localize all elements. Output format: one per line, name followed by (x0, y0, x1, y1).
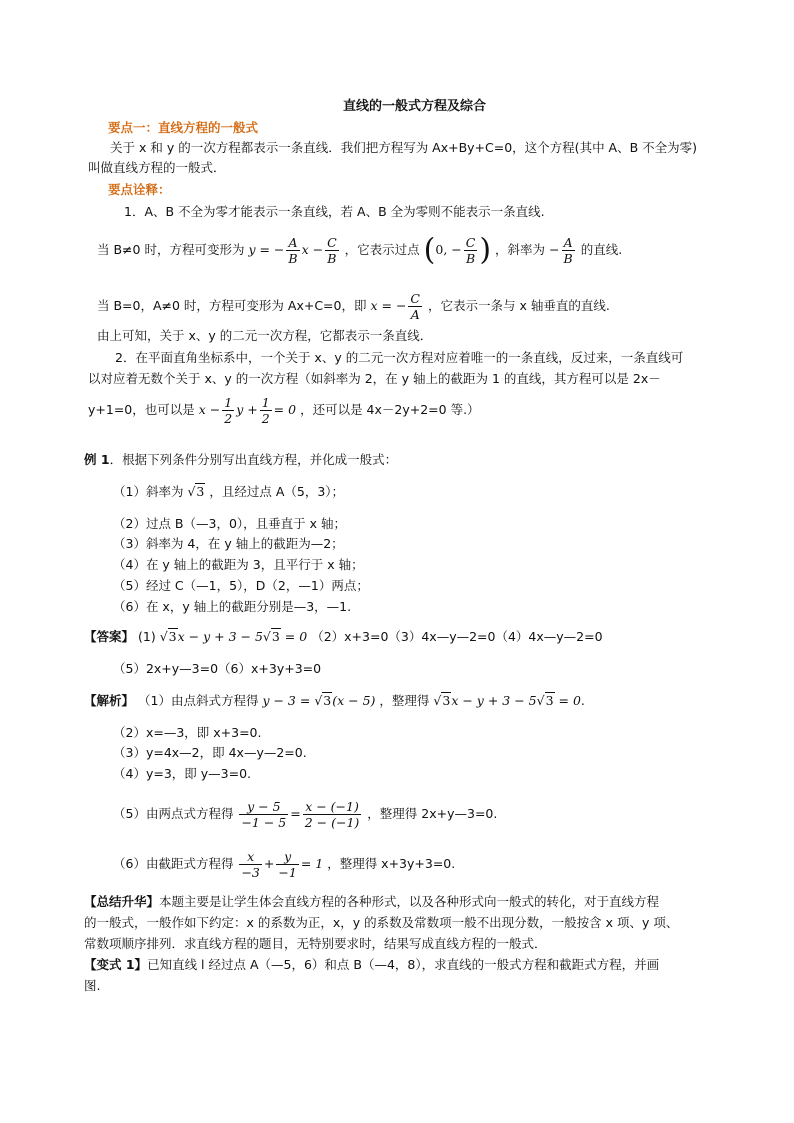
key-point-1-heading: 要点一：直线方程的一般式 (108, 120, 259, 135)
example-1-text: ．根据下列条件分别写出直线方程，并化成一般式： (109, 452, 398, 467)
answer-label: 【答案】 (84, 629, 135, 644)
example-item-1: （1）斜率为 √3 ，且经过点 A（5，3）； (113, 484, 345, 499)
analysis-line-3: （3）y=4x—2，即 4x—y—2=0. (113, 745, 307, 760)
analysis-6-text-b: ，整理得 x+3y+3=0. (327, 856, 456, 871)
note-2-text-b: ，还可以是 4x－2y+2=0 等.） (300, 402, 480, 417)
general-form-para-line2: 叫做直线方程的一般式． (88, 160, 226, 175)
summary-label: 【总结升华】 (84, 894, 160, 909)
slope-intercept-formula: y = − $\frac{A}{B}$ x − $\frac{C}{B}$ (248, 235, 337, 266)
b-nonzero-text-c: ，斜率为 (495, 242, 546, 257)
b-nonzero-text-a: 当 B≠0 时，方程可变形为 (97, 242, 245, 257)
general-form-para-line1: 关于 x 和 y 的一次方程都表示一条直线．我们把方程写为 Ax+By+C=0，这个方程(其中 A、B 不全为零) (110, 140, 698, 155)
analysis-line-6: （6）由截距式方程得 $\frac{x}{-3}$ + $\frac{y}{-1}$ = 1 ，整理得 x+3y+3=0. (113, 849, 456, 880)
example-item-6: （6）在 x，y 轴上的截距分别是—3，—1. (113, 599, 352, 614)
analysis-text-a: （1）由点斜式方程得 (138, 693, 259, 708)
example-item-2: （2）过点 B（—3，0），且垂直于 x 轴； (113, 516, 347, 531)
summary-line-3: 常数项顺序排列．求直线方程的题目，无特别要求时，结果写成直线方程的一般式． (84, 936, 547, 951)
b-zero-line: 当 B=0，A≠0 时，方程可变形为 Ax+C=0，即 x = − $\frac{C}{A}$ ，它表示一条与 x 轴垂直的直线. (97, 291, 610, 322)
variant-label: 【变式 1】 (84, 957, 148, 972)
b-nonzero-text-b: ，它表示过点 (344, 242, 420, 257)
answer-part-2: （2）x+3=0（3）4x—y—2=0（4）4x—y—2=0 (311, 629, 603, 644)
summary-line-2: 的一般式，一般作如下约定：x 的系数为正，x，y 的系数及常数项一般不出现分数，一般按含 x 项、y 项、 (84, 915, 679, 930)
variant-line-1 (84, 956, 659, 974)
b-nonzero-text-d: 的直线. (580, 242, 623, 257)
answer-line-1: 【答案】 (1) √3x − y + 3 − 5√3 = 0 （2）x+3=0（3）4x—y—2=0（4）4x—y—2=0 (84, 629, 603, 644)
example-item-5: （5）经过 C（—1，5），D（2，—1）两点； (113, 578, 369, 593)
example-item-4: （4）在 y 轴上的截距为 3，且平行于 x 轴； (113, 557, 364, 572)
analysis-5-text-b: ，整理得 2x+y—3=0. (367, 806, 498, 821)
analysis-line-2: （2）x=—3，即 x+3=0. (113, 725, 262, 740)
variant-line-2: 图. (84, 978, 101, 993)
note-2-text-a: y+1=0，也可以是 (88, 402, 195, 417)
analysis-text-b: ，整理得 (379, 693, 430, 708)
item-1-text-a: （1）斜率为 (113, 484, 184, 499)
summary-text-1: 本题主要是让学生体会直线方程的各种形式，以及各种形式向一般式的转化，对于直线方程 (159, 894, 660, 909)
analysis-line-5: （5）由两点式方程得 $\frac{y - 5}{-1 - 5}$ = $\frac{x - (-1)}{2 - (-1)}$ ，整理得 2x+y—3=0. (113, 799, 498, 830)
notes-heading: 要点诠释： (108, 182, 171, 197)
b-nonzero-line: 当 B≠0 时，方程可变形为 y = − $\frac{A}{B}$ x − $\frac{C}{B}$ ，它表示过点 (0, − $\frac{C}{B}$ ) ，斜率为 − $\frac{A}{B}$ 的直线. (97, 232, 623, 268)
analysis-line-1: 【解析】 （1）由点斜式方程得 y − 3 = √3(x − 5) ，整理得 √3x − y + 3 − 5√3 = 0. (84, 693, 585, 708)
b-zero-text-a: 当 B=0，A≠0 时，方程可变形为 Ax+C=0，即 (97, 298, 367, 313)
analysis-label: 【解析】 (84, 693, 135, 708)
item-1-text-b: ，且经过点 A（5，3）； (209, 484, 345, 499)
note-2-line1: 2．在平面直角坐标系中，一个关于 x、y 的二元一次方程对应着唯一的一条直线，反过来，一条直线可 (115, 350, 684, 365)
variant-text-1: 已知直线 l 经过点 A（—5，6）和点 B（—4，8），求直线的一般式方程和截距式方程，并画 (147, 957, 660, 972)
analysis-6-text-a: （6）由截距式方程得 (113, 856, 234, 871)
example-item-3: （3）斜率为 4，在 y 轴上的截距为—2； (113, 536, 344, 551)
example-1-label: 例 1 (84, 452, 110, 467)
example-1-prompt (84, 451, 397, 469)
analysis-5-text-a: （5）由两点式方程得 (113, 806, 234, 821)
note-2-line2: 以对应着无数个关于 x、y 的一次方程（如斜率为 2，在 y 轴上的截距为 1 的直线，其方程可以是 2x－ (88, 371, 661, 386)
note-1: 1．A、B 不全为零才能表示一条直线，若 A、B 全为零则不能表示一条直线. (124, 204, 545, 219)
analysis-line-4: （4）y=3，即 y—3=0. (113, 766, 252, 781)
conclusion: 由上可知，关于 x、y 的二元一次方程，它都表示一条直线． (97, 328, 433, 343)
note-2-line3: y+1=0，也可以是 x − $\frac{1}{2}$ y + $\frac{1}{2}$ = 0 ，还可以是 4x－2y+2=0 等.） (88, 395, 480, 426)
answer-line-2: （5）2x+y—3=0（6）x+3y+3=0 (113, 661, 322, 676)
page-title: 直线的一般式方程及综合 (343, 99, 487, 114)
answer-part-1: (1) (138, 629, 156, 644)
b-zero-text-b: ，它表示一条与 x 轴垂直的直线. (427, 298, 610, 313)
summary-line-1 (84, 893, 659, 911)
